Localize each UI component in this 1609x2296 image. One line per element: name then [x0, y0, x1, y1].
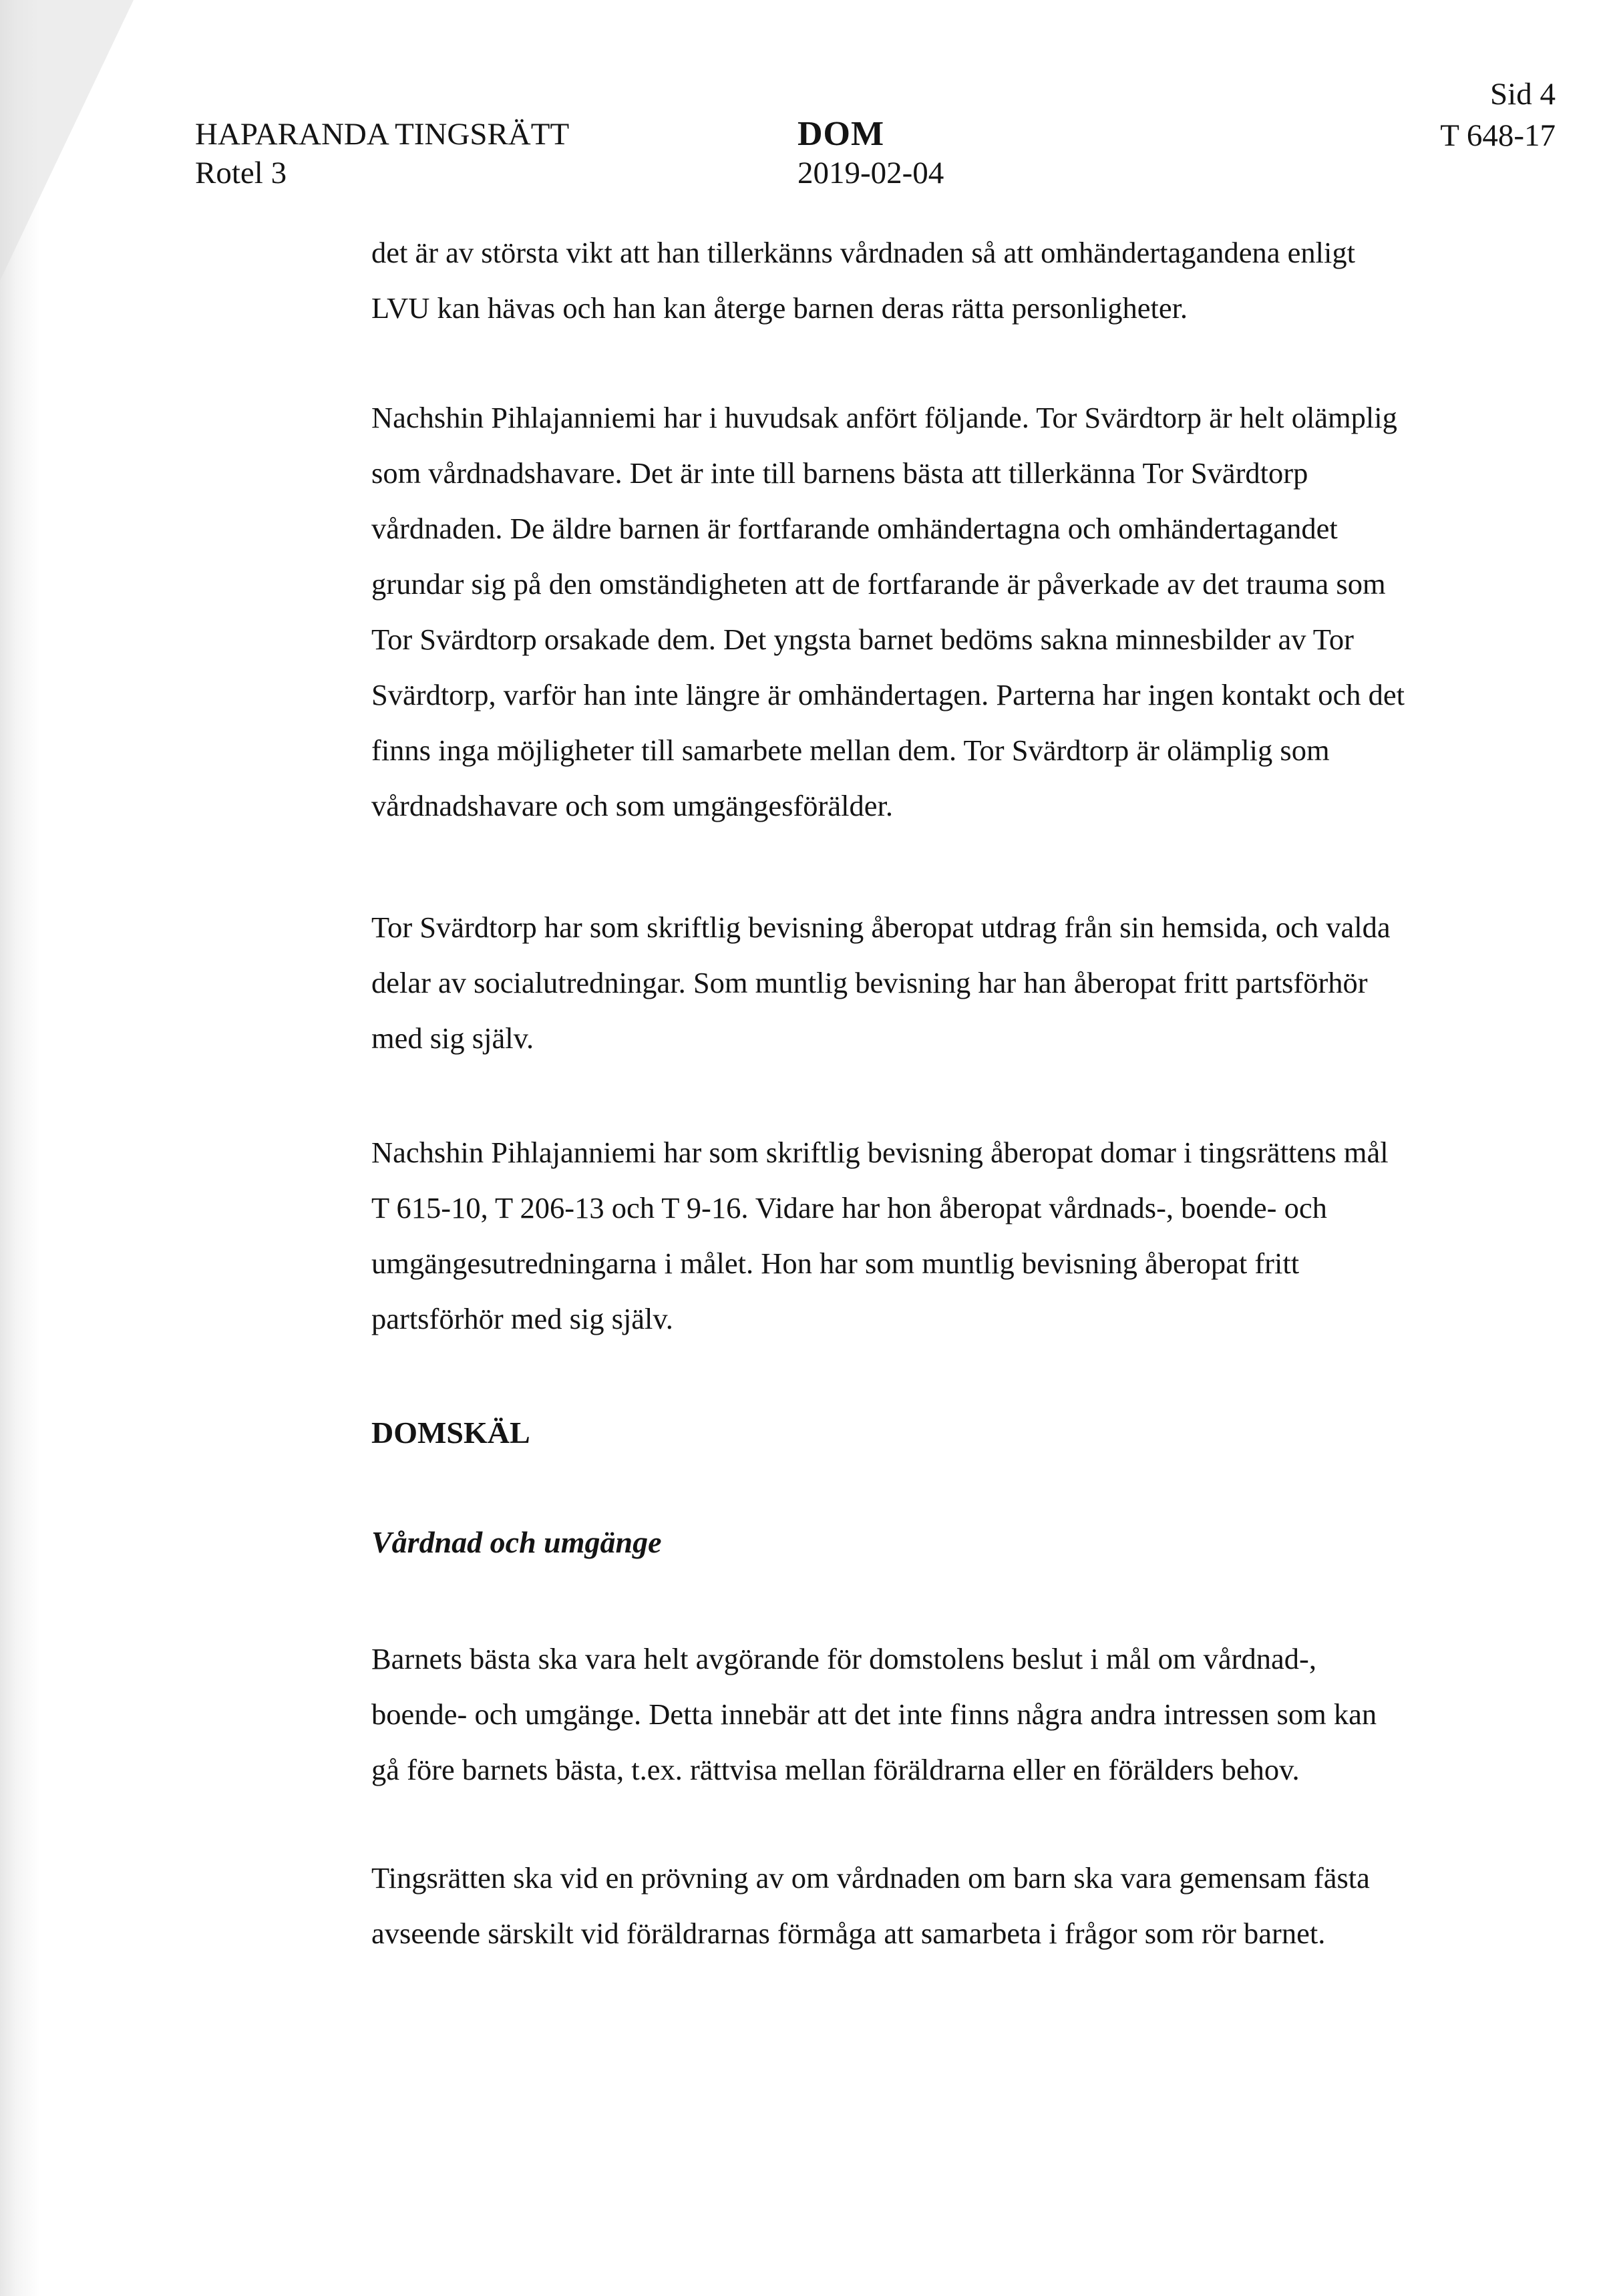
paragraph-child-best-interest [371, 1631, 1480, 1798]
text-line: grundar sig på den omständigheten att de fortfarande är påverkade av det trauma som [371, 567, 1386, 601]
header-reference-block [1440, 73, 1556, 156]
document-type: DOM [797, 115, 885, 153]
paragraph-respondent-evidence [371, 1125, 1480, 1347]
court-division: Rotel 3 [195, 156, 287, 190]
paragraph-claimant-evidence [371, 900, 1480, 1066]
text-line: Tor Svärdtorp orsakade dem. Det yngsta barnet bedöms sakna minnesbilder av Tor [371, 623, 1354, 656]
text-line: Tingsrätten ska vid en prövning av om vårdnaden om barn ska vara gemensam fästa [371, 1861, 1370, 1895]
text-line: gå före barnets bästa, t.ex. rättvisa mellan föräldrarna eller en förälders behov. [371, 1753, 1300, 1786]
text-line: vårdnadshavare och som umgängesförälder. [371, 789, 893, 822]
paragraph-respondent-argument [371, 390, 1480, 834]
header-document-block [797, 115, 944, 192]
paragraph-claimant-argument-end [371, 225, 1480, 336]
text-line: med sig själv. [371, 1021, 534, 1055]
text-line: finns inga möjligheter till samarbete mellan dem. Tor Svärdtorp är olämplig som [371, 733, 1330, 767]
page-number: Sid 4 [1490, 77, 1556, 112]
text-line: Nachshin Pihlajanniemi har i huvudsak anfört följande. Tor Svärdtorp är helt olämplig [371, 401, 1397, 434]
text-line: Nachshin Pihlajanniemi har som skriftlig bevisning åberopat domar i tingsrättens mål [371, 1136, 1389, 1169]
text-line: T 615-10, T 206-13 och T 9-16. Vidare har hon åberopat vårdnads-, boende- och [371, 1191, 1327, 1224]
text-line: Tor Svärdtorp har som skriftlig bevisning åberopat utdrag från sin hemsida, och valda [371, 911, 1391, 944]
case-number: T 648-17 [1440, 118, 1556, 153]
text-line: Svärdtorp, varför han inte längre är omhändertagen. Parterna har ingen kontakt och det [371, 678, 1405, 711]
scan-edge-shadow [0, 0, 40, 2296]
text-line: avseende särskilt vid föräldrarnas förmåga att samarbeta i frågor som rör barnet. [371, 1917, 1326, 1950]
text-line: som vårdnadshavare. Det är inte till barnens bästa att tillerkänna Tor Svärdtorp [371, 456, 1308, 490]
text-line: det är av största vikt att han tillerkänns vårdnaden så att omhändertagandena enligt [371, 236, 1355, 269]
section-heading: DOMSKÄL [371, 1416, 530, 1450]
text-line: LVU kan hävas och han kan återge barnen deras rätta personligheter. [371, 291, 1188, 325]
paragraph-joint-custody-assessment [371, 1850, 1480, 1961]
scan-folded-corner [0, 0, 134, 281]
subsection-heading: Vårdnad och umgänge [371, 1525, 662, 1559]
text-line: vårdnaden. De äldre barnen är fortfarande omhändertagna och omhändertagandet [371, 512, 1338, 545]
court-name: HAPARANDA TINGSRÄTT [195, 117, 570, 152]
text-line: partsförhör med sig själv. [371, 1302, 673, 1335]
header-court-block [195, 115, 569, 192]
text-line: Barnets bästa ska vara helt avgörande för domstolens beslut i mål om vårdnad-, [371, 1642, 1316, 1675]
text-line: umgängesutredningarna i målet. Hon har som muntlig bevisning åberopat fritt [371, 1247, 1300, 1280]
text-line: delar av socialutredningar. Som muntlig bevisning har han åberopat fritt partsförhör [371, 966, 1368, 999]
text-line: boende- och umgänge. Detta innebär att det inte finns några andra intressen som kan [371, 1697, 1377, 1731]
document-date: 2019-02-04 [797, 156, 944, 190]
